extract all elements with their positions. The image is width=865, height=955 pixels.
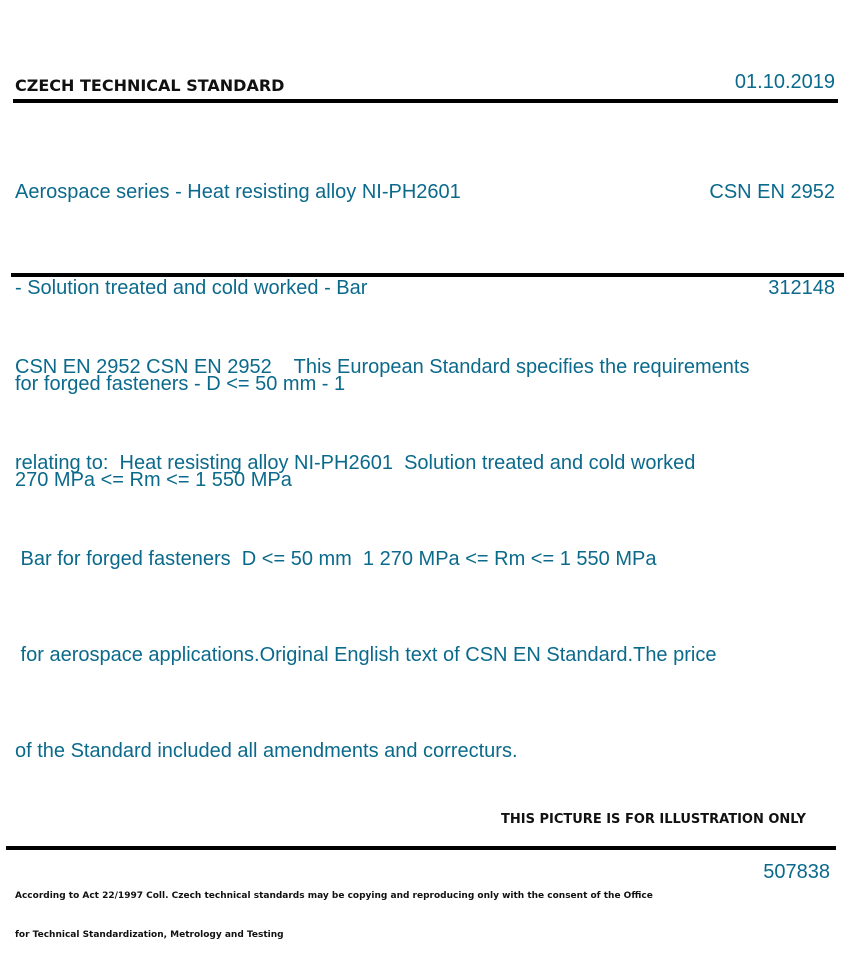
standard-title-line: 270 MPa <= Rm <= 1 550 MPa (15, 469, 292, 491)
document-type-heading: CZECH TECHNICAL STANDARD (15, 76, 285, 95)
standard-title-line: for forged fasteners - D <= 50 mm - 1 (15, 373, 346, 395)
copyright-note-line: According to Act 22/1997 Coll. Czech technical standards may be copying and reproducing only with the consent of the Office (15, 891, 653, 901)
standard-number: CSN EN 2952 (709, 181, 835, 203)
description-line: Bar for forged fasteners D <= 50 mm 1 270 MPa <= Rm <= 1 550 MPa (15, 548, 657, 570)
description-line: relating to: Heat resisting alloy NI-PH2601 Solution treated and cold worked (15, 452, 696, 474)
header-divider (13, 99, 838, 103)
footer-code: 507838 (763, 861, 830, 883)
footer-divider (6, 846, 836, 850)
title-divider (11, 273, 844, 277)
copyright-note (15, 864, 653, 955)
description-line: CSN EN 2952 CSN EN 2952 This European Standard specifies the requirements (15, 356, 750, 378)
description-line: for aerospace applications.Original English text of CSN EN Standard.The price (15, 644, 717, 666)
copyright-note-line: for Technical Standardization, Metrology and Testing (15, 930, 284, 940)
illustration-notice: THIS PICTURE IS FOR ILLUSTRATION ONLY (501, 812, 806, 827)
description-line: of the Standard included all amendments and correcturs. (15, 740, 518, 762)
publication-date: 01.10.2019 (734, 71, 835, 93)
standard-description (15, 287, 749, 799)
standard-title-line: Aerospace series - Heat resisting alloy NI-PH2601 (15, 181, 461, 203)
catalog-number: 312148 (768, 277, 835, 299)
standard-title-line: - Solution treated and cold worked - Bar (15, 277, 368, 299)
